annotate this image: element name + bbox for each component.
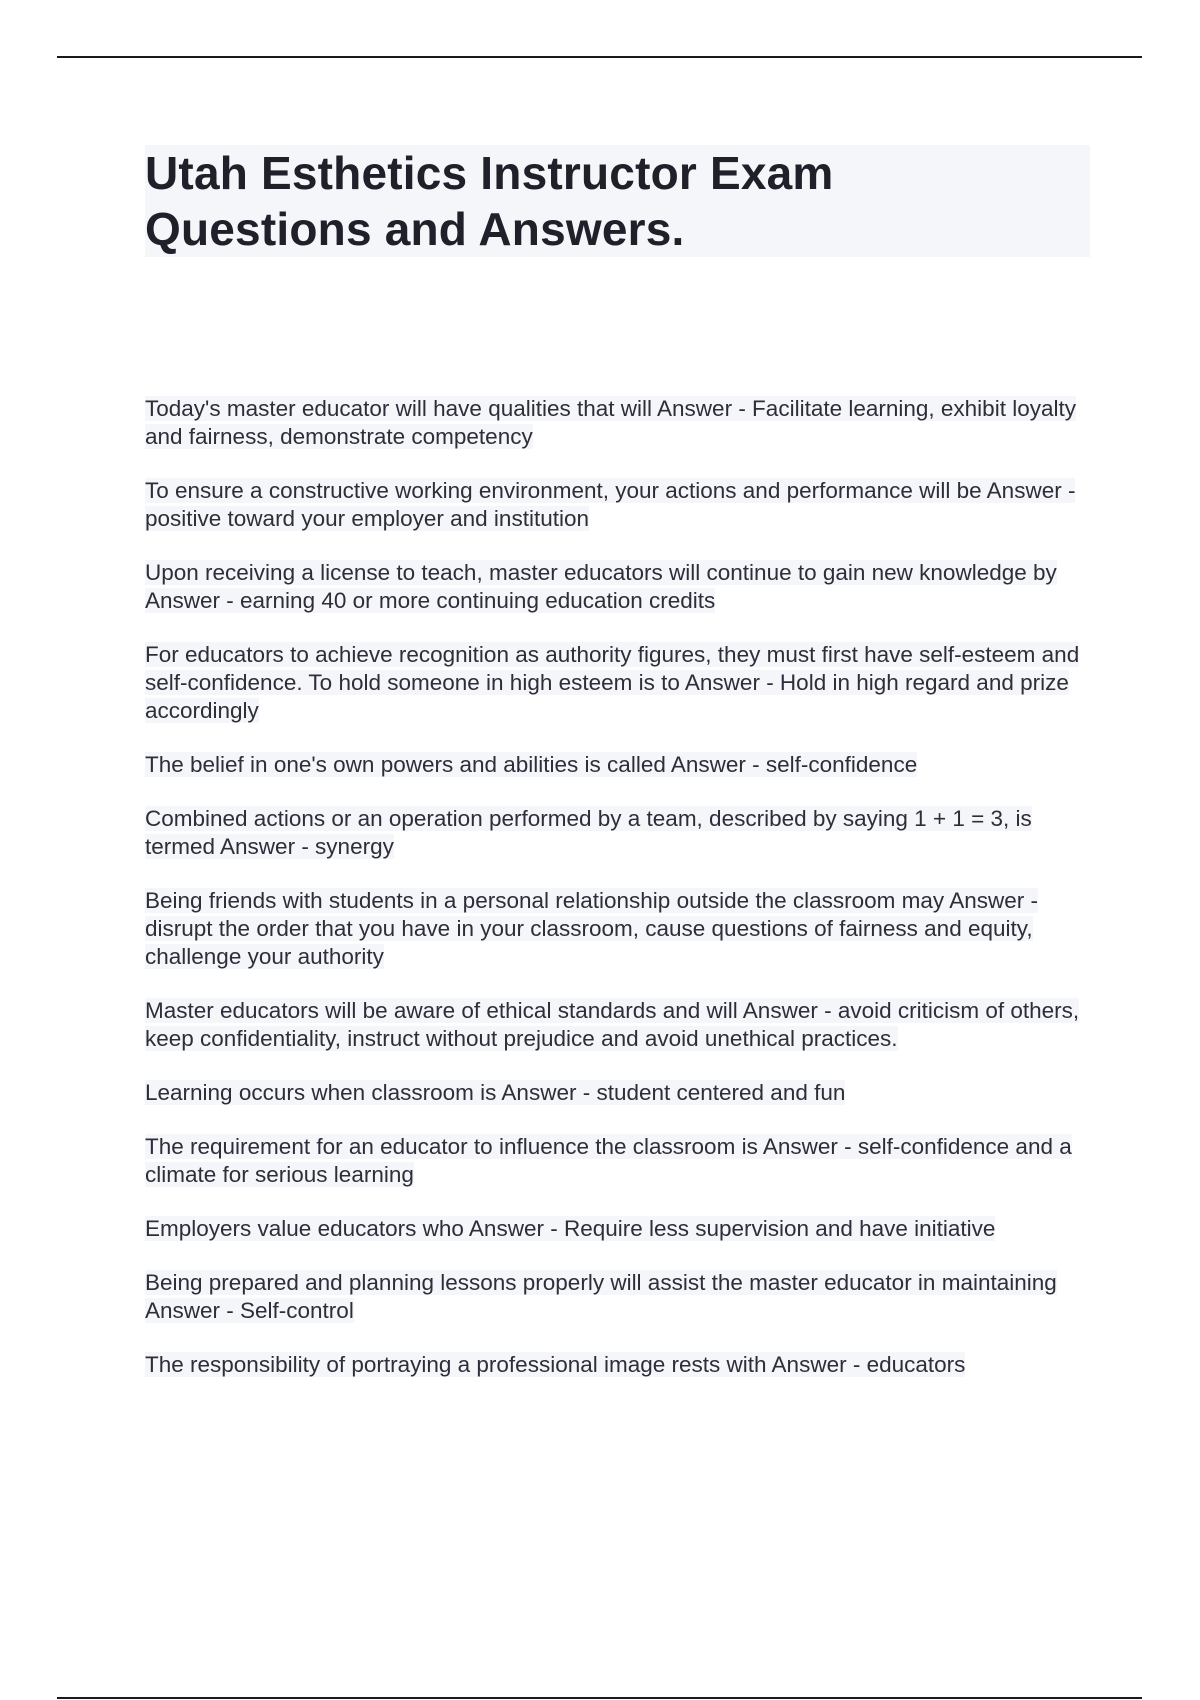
top-divider [57,56,1142,58]
qa-item [145,1215,1090,1243]
qa-item [145,751,1090,779]
qa-text: Being prepared and planning lessons properly will assist the master educator in maintaining Answer - Self-control [145,1270,1057,1323]
qa-text: Upon receiving a license to teach, master educators will continue to gain new knowledge by Answer - earning 40 or more continuing education credits [145,560,1057,613]
qa-item [145,887,1090,971]
qa-text: Learning occurs when classroom is Answer - student centered and fun [145,1080,846,1105]
qa-item [145,1269,1090,1325]
qa-text: Being friends with students in a personal relationship outside the classroom may Answer - disrupt the order that you have in your classroom, cause questions of fairness and equity, challenge your authority [145,888,1038,969]
qa-item [145,641,1090,725]
qa-item [145,1133,1090,1189]
qa-item [145,997,1090,1053]
qa-text: Employers value educators who Answer - Require less supervision and have initiative [145,1216,996,1241]
qa-text: The requirement for an educator to influence the classroom is Answer - self-confidence and a climate for serious learning [145,1134,1072,1187]
qa-text: For educators to achieve recognition as authority figures, they must first have self-esteem and self-confidence. To hold someone in high esteem is to Answer - Hold in high regard and prize accordingly [145,642,1080,723]
qa-text: Master educators will be aware of ethical standards and will Answer - avoid criticism of others, keep confidentiality, instruct without prejudice and avoid unethical practices. [145,998,1080,1051]
qa-item [145,1351,1090,1379]
title-block [145,145,1090,257]
qa-item [145,395,1090,451]
bottom-divider [57,1697,1142,1699]
qa-item [145,805,1090,861]
qa-text: The belief in one's own powers and abilities is called Answer - self-confidence [145,752,918,777]
qa-text: Combined actions or an operation performed by a team, described by saying 1 + 1 = 3, is termed Answer - synergy [145,806,1032,859]
qa-text: Today's master educator will have qualities that will Answer - Facilitate learning, exhibit loyalty and fairness, demonstrate competency [145,396,1076,449]
qa-list [145,395,1090,1405]
qa-text: The responsibility of portraying a professional image rests with Answer - educators [145,1352,966,1377]
qa-text: To ensure a constructive working environment, your actions and performance will be Answer - positive toward your employer and institution [145,478,1076,531]
page-title [145,145,1090,257]
page-title-line-2: Questions and Answers. [145,203,685,255]
qa-item [145,477,1090,533]
qa-item [145,1079,1090,1107]
page-title-line-1: Utah Esthetics Instructor Exam [145,147,834,199]
qa-item [145,559,1090,615]
